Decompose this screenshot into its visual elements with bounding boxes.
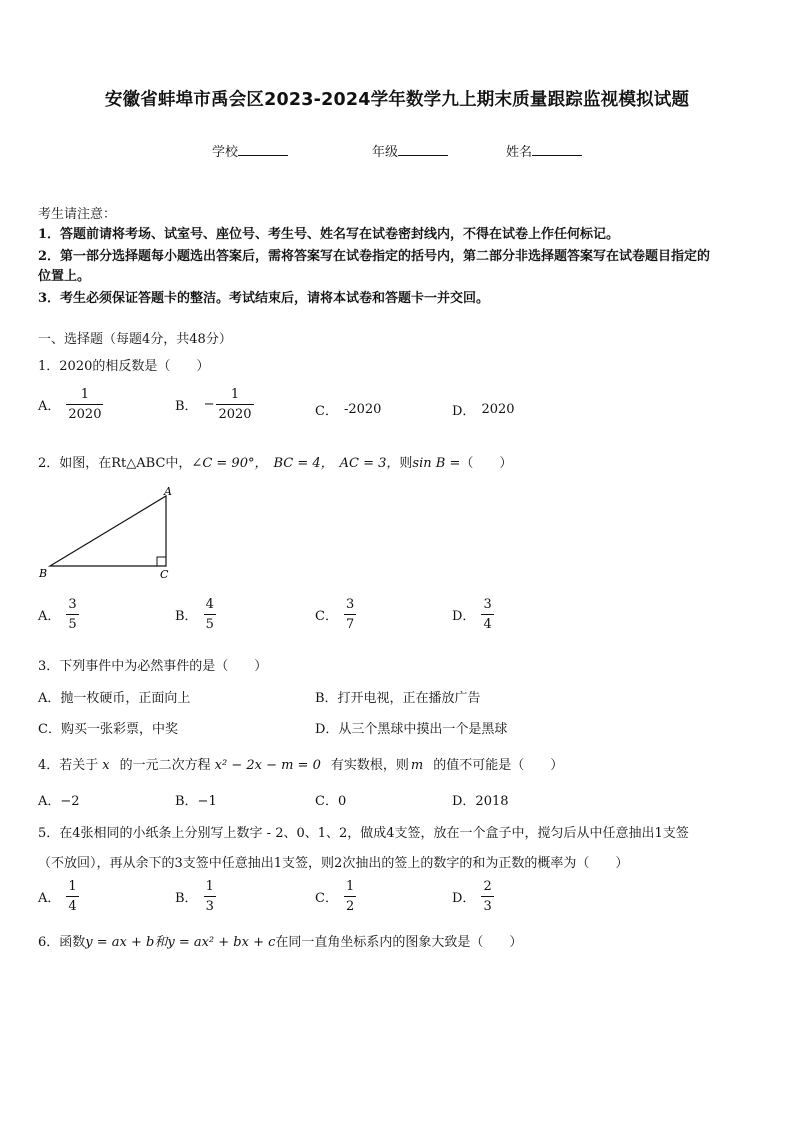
q4-stem-part: 的一元二次方程 bbox=[119, 758, 211, 773]
numerator: 1 bbox=[345, 879, 355, 894]
q2-bc: BC = 4， bbox=[273, 456, 334, 471]
q1-option-b bbox=[175, 388, 254, 421]
grade-field bbox=[372, 141, 448, 160]
option-label: D． bbox=[452, 609, 476, 624]
name-label: 姓名 bbox=[506, 145, 533, 160]
notice-heading: 考生请注意： bbox=[38, 207, 117, 222]
numerator: 1 bbox=[80, 387, 90, 402]
q2-sinb: sin B = bbox=[412, 456, 461, 471]
q4-option-a: A．−2 bbox=[38, 794, 80, 809]
grade-label: 年级 bbox=[372, 145, 399, 160]
option-label: A． bbox=[38, 399, 61, 414]
q4-var-m: m bbox=[410, 758, 424, 773]
q2-angle: ∠C = 90°， bbox=[191, 456, 268, 471]
notice-item-1: 1．答题前请将考场、试室号、座位号、考生号、姓名写在试卷密封线内，不得在试卷上作任何标记。 bbox=[38, 227, 620, 242]
minus-sign: − bbox=[203, 397, 215, 412]
name-blank bbox=[532, 143, 582, 156]
numerator: 1 bbox=[68, 879, 77, 894]
numerator: 3 bbox=[345, 597, 355, 612]
option-label: B． bbox=[175, 609, 198, 624]
q4-option-d: D．2018 bbox=[452, 794, 509, 809]
q6-stem-part: 在同一直角坐标系内的图象大致是（ ） bbox=[275, 935, 523, 950]
q5-option-d bbox=[452, 880, 494, 913]
triangle bbox=[50, 496, 166, 566]
option-text: -2020 bbox=[343, 402, 382, 417]
triangle-figure bbox=[36, 484, 186, 584]
fraction bbox=[66, 598, 78, 631]
q1-option-c bbox=[315, 400, 381, 419]
q3-option-b: B．打开电视，正在播放广告 bbox=[315, 691, 481, 706]
fraction bbox=[66, 880, 78, 913]
vertex-c-label: C bbox=[160, 568, 169, 581]
q4-stem-part: 有实数根，则 bbox=[330, 758, 409, 773]
school-label: 学校 bbox=[212, 145, 239, 160]
numerator: 1 bbox=[205, 879, 214, 894]
fraction bbox=[204, 880, 216, 913]
numerator: 1 bbox=[230, 387, 240, 402]
option-text: 2020 bbox=[481, 402, 515, 417]
q5-option-c bbox=[315, 880, 356, 913]
q3-option-d: D．从三个黑球中摸出一个是黑球 bbox=[315, 722, 508, 737]
q4-option-b: B．−1 bbox=[175, 794, 217, 809]
q1-option-d bbox=[452, 400, 515, 419]
school-blank bbox=[238, 143, 288, 156]
q2-option-a bbox=[38, 598, 79, 631]
fraction bbox=[204, 598, 216, 631]
section-heading: 一、选择题（每题4分，共48分） bbox=[38, 332, 232, 347]
q2-stem-part: 2．如图，在Rt△ABC中， bbox=[38, 456, 192, 471]
fraction bbox=[216, 388, 253, 421]
fraction bbox=[481, 598, 493, 631]
q4-equation: x² − 2x − m = 0 bbox=[214, 758, 321, 773]
q5-stem-line1: 5．在4张相同的小纸条上分别写上数字 - 2、0、1、2，做成4支签，放在一个盒子中，搅匀后从中任意抽出1支签 bbox=[38, 826, 689, 841]
q4-stem-part: 的值不可能是（ ） bbox=[433, 758, 564, 773]
denominator: 2020 bbox=[216, 404, 253, 421]
notice-item-3: 3．考生必须保证答题卡的整洁。考试结束后，请将本试卷和答题卡一并交回。 bbox=[38, 291, 490, 306]
q2-option-d bbox=[452, 598, 494, 631]
numerator: 4 bbox=[205, 597, 214, 612]
q2-stem bbox=[38, 452, 512, 471]
numerator: 2 bbox=[483, 879, 492, 894]
q3-stem: 3．下列事件中为必然事件的是（ ） bbox=[38, 659, 268, 674]
option-label: A． bbox=[38, 609, 61, 624]
fraction bbox=[481, 880, 493, 913]
q1-option-a bbox=[38, 388, 103, 421]
vertex-b-label: B bbox=[39, 567, 48, 580]
option-label: B． bbox=[175, 891, 198, 906]
denominator: 2 bbox=[344, 896, 356, 913]
option-label: D． bbox=[452, 891, 476, 906]
fraction bbox=[344, 880, 356, 913]
denominator: 2020 bbox=[66, 404, 103, 421]
name-field bbox=[506, 141, 582, 160]
option-label: A． bbox=[38, 891, 61, 906]
notice-item-2-cont: 位置上。 bbox=[38, 269, 91, 284]
fraction bbox=[66, 388, 103, 421]
option-label: B． bbox=[175, 399, 198, 414]
denominator: 5 bbox=[66, 614, 78, 631]
q4-var-x: x bbox=[102, 758, 110, 773]
q6-stem-part: 6．函数 bbox=[38, 935, 86, 950]
notice-item-2: 2．第一部分选择题每小题选出答案后，需将答案写在试卷指定的括号内，第二部分非选择题答案写在试卷题目指定的 bbox=[38, 249, 711, 264]
q5-option-b bbox=[175, 880, 216, 913]
numerator: 3 bbox=[68, 597, 77, 612]
q5-stem-line2: （不放回），再从余下的3支签中任意抽出1支签，则2次抽出的签上的数字的和为正数的概率为（ ） bbox=[38, 856, 629, 871]
q5-option-a bbox=[38, 880, 79, 913]
q3-option-a: A．抛一枚硬币，正面向上 bbox=[38, 691, 191, 706]
exam-title: 安徽省蚌埠市禹会区2023-2024学年数学九上期末质量跟踪监视模拟试题 bbox=[104, 90, 690, 110]
denominator: 5 bbox=[204, 614, 216, 631]
q4-stem-part: 4．若关于 bbox=[38, 758, 99, 773]
q2-then: 则 bbox=[399, 456, 413, 471]
grade-blank bbox=[398, 143, 448, 156]
option-label: D． bbox=[452, 404, 476, 419]
q6-stem bbox=[38, 931, 522, 950]
denominator: 3 bbox=[481, 896, 493, 913]
q2-option-b bbox=[175, 598, 216, 631]
q4-option-c: C．0 bbox=[315, 794, 347, 809]
numerator: 3 bbox=[483, 597, 492, 612]
q2-ac: AC = 3， bbox=[339, 456, 400, 471]
option-label: C． bbox=[315, 404, 338, 419]
q2-option-c bbox=[315, 598, 356, 631]
denominator: 4 bbox=[66, 896, 78, 913]
school-field bbox=[212, 141, 288, 160]
right-angle-mark bbox=[157, 557, 166, 566]
denominator: 4 bbox=[481, 614, 493, 631]
q1-stem: 1．2020的相反数是（ ） bbox=[38, 359, 210, 374]
q3-option-c: C．购买一张彩票，中奖 bbox=[38, 722, 178, 737]
fraction bbox=[344, 598, 356, 631]
q2-paren: （ ） bbox=[460, 456, 513, 471]
vertex-a-label: A bbox=[164, 485, 172, 498]
option-label: C． bbox=[315, 609, 338, 624]
denominator: 7 bbox=[344, 614, 356, 631]
q4-stem bbox=[38, 754, 563, 773]
q6-functions: y = ax + b和y = ax² + bx + c bbox=[85, 935, 276, 950]
option-label: C． bbox=[315, 891, 338, 906]
denominator: 3 bbox=[204, 896, 216, 913]
